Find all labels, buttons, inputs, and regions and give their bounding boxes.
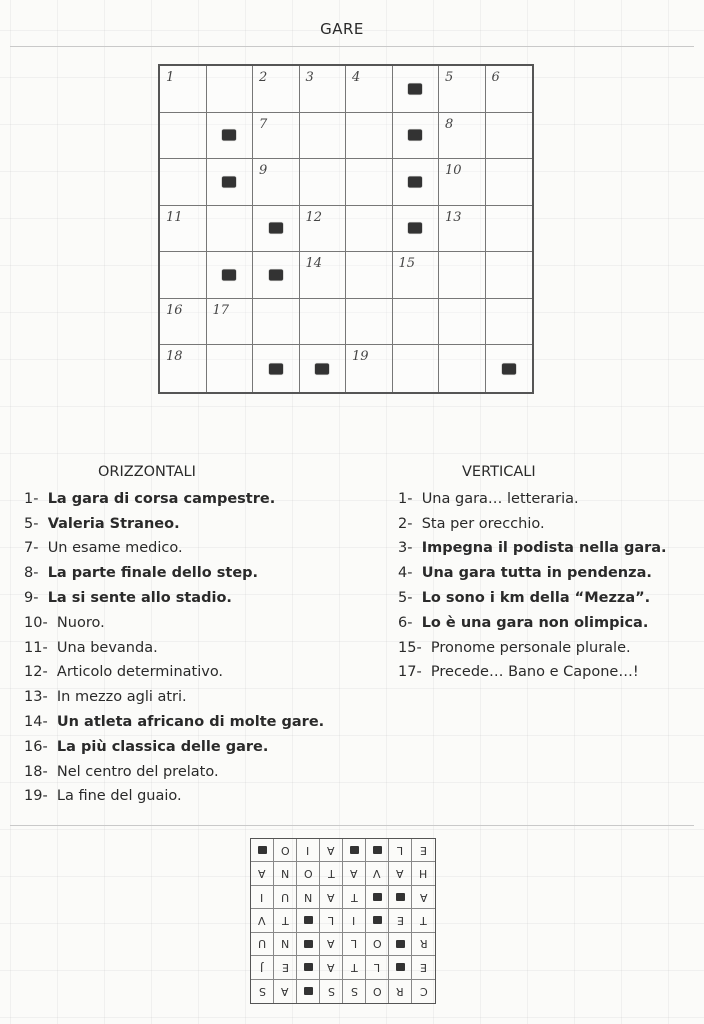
clue-item xyxy=(24,760,384,785)
solution-cell xyxy=(366,909,389,932)
solution-cell xyxy=(366,980,389,1003)
clue-text: Sta per orecchio. xyxy=(421,515,545,532)
solution-letter: I xyxy=(306,843,310,857)
grid-cell[interactable] xyxy=(300,113,347,160)
solution-letter: O xyxy=(372,937,382,951)
clue-item xyxy=(398,586,698,611)
clue-item xyxy=(24,660,384,685)
solution-cell xyxy=(412,839,435,862)
cell-number: 14 xyxy=(305,256,323,272)
grid-cell xyxy=(253,252,300,299)
cell-number: 3 xyxy=(305,70,314,85)
clue-number: 19- xyxy=(24,788,48,805)
solution-cell xyxy=(320,886,343,909)
clue-item xyxy=(24,487,384,512)
solution-letter: R xyxy=(396,984,404,998)
black-square xyxy=(315,363,329,374)
solution-letter: L xyxy=(373,960,381,974)
solution-letter: J xyxy=(260,960,264,974)
clue-text: Pronome personale plurale. xyxy=(430,639,631,656)
solution-letter: C xyxy=(419,984,428,998)
solution-cell xyxy=(366,933,389,956)
solution-cell xyxy=(343,839,366,862)
solution-letter: A xyxy=(350,867,358,881)
solution-black-square xyxy=(396,940,405,948)
solution-cell xyxy=(251,839,274,862)
grid-cell[interactable] xyxy=(346,66,393,113)
solution-letter: A xyxy=(419,890,428,904)
grid-cell[interactable] xyxy=(393,299,440,346)
solution-cell xyxy=(297,933,320,956)
clue-text: Un esame medico. xyxy=(47,540,183,557)
clue-number: 17- xyxy=(398,664,422,681)
solution-letter: N xyxy=(280,867,290,881)
clue-number: 12- xyxy=(24,664,48,681)
solution-black-square xyxy=(373,893,382,901)
solution-cell xyxy=(389,980,412,1003)
solution-cell xyxy=(389,862,412,885)
clue-item xyxy=(398,536,698,561)
solution-cell xyxy=(274,839,297,862)
grid-cell xyxy=(393,113,440,160)
solution-letter: S xyxy=(327,984,335,998)
grid-cell[interactable] xyxy=(346,252,393,299)
clue-item xyxy=(24,685,384,710)
clue-item xyxy=(398,561,698,586)
grid-cell[interactable] xyxy=(439,345,486,392)
solution-letter: R xyxy=(419,937,428,951)
grid-cell[interactable] xyxy=(160,252,207,299)
solution-letter: U xyxy=(257,937,267,951)
cell-number: 16 xyxy=(166,302,183,318)
clue-text: Una gara tutta in pendenza. xyxy=(421,565,652,582)
solution-letter: I xyxy=(260,890,264,904)
clue-number: 9- xyxy=(24,589,39,606)
solution-letter: A xyxy=(396,867,404,881)
solution-cell xyxy=(412,980,435,1003)
solution-cell xyxy=(251,980,274,1003)
grid-cell xyxy=(300,345,347,392)
clue-item xyxy=(24,536,384,561)
solution-cell xyxy=(320,839,343,862)
grid-cell[interactable] xyxy=(439,66,486,113)
clue-item xyxy=(24,561,384,586)
solution-letter: E xyxy=(420,960,427,974)
solution-grid xyxy=(250,838,436,1004)
clue-item xyxy=(24,784,384,809)
solution-cell xyxy=(251,933,274,956)
grid-cell[interactable] xyxy=(346,299,393,346)
solution-letter: T xyxy=(420,913,427,927)
grid-cell[interactable] xyxy=(486,159,533,206)
solution-letter: A xyxy=(258,867,266,881)
clue-number: 11- xyxy=(24,639,48,656)
clue-text: La gara di corsa campestre. xyxy=(47,490,276,507)
clue-text: Precede… Bano e Capone…! xyxy=(430,664,639,681)
cell-number: 7 xyxy=(259,116,268,132)
grid-cell[interactable] xyxy=(300,66,347,113)
cell-number: 18 xyxy=(166,349,183,365)
clue-text: Lo è una gara non olimpica. xyxy=(421,614,649,631)
grid-cell[interactable] xyxy=(160,66,207,113)
black-square xyxy=(222,270,236,281)
solution-cell xyxy=(274,933,297,956)
grid-cell[interactable] xyxy=(207,299,254,346)
grid-cell xyxy=(393,206,440,253)
solution-cell xyxy=(389,909,412,932)
solution-cell xyxy=(274,886,297,909)
grid-cell[interactable] xyxy=(300,252,347,299)
down-clues xyxy=(398,460,698,685)
solution-cell xyxy=(320,980,343,1003)
clue-item xyxy=(24,710,384,735)
clue-item xyxy=(24,512,384,537)
top-divider xyxy=(10,46,694,47)
solution-cell xyxy=(297,909,320,932)
solution-letter: E xyxy=(281,960,289,974)
grid-cell[interactable] xyxy=(439,206,486,253)
grid-cell xyxy=(393,159,440,206)
clue-text: La parte finale dello step. xyxy=(47,565,259,582)
solution-cell xyxy=(412,862,435,885)
clue-number: 1- xyxy=(398,490,413,507)
cell-number: 4 xyxy=(352,70,361,85)
clue-text: La più classica delle gare. xyxy=(56,738,269,755)
grid-cell xyxy=(207,159,254,206)
clue-item xyxy=(24,735,384,760)
solution-cell xyxy=(412,909,435,932)
solution-cell xyxy=(297,956,320,979)
solution-letter: A xyxy=(281,984,289,998)
solution-letter: A xyxy=(327,937,335,951)
cell-number: 12 xyxy=(305,209,323,225)
cell-number: 8 xyxy=(445,116,454,132)
cell-number: 11 xyxy=(166,209,183,225)
solution-black-square xyxy=(373,846,382,854)
solution-black-square xyxy=(304,987,313,995)
grid-cell xyxy=(393,66,440,113)
grid-cell[interactable] xyxy=(393,252,440,299)
grid-cell[interactable] xyxy=(160,299,207,346)
grid-cell[interactable] xyxy=(346,206,393,253)
grid-cell[interactable] xyxy=(160,345,207,392)
solution-black-square xyxy=(304,916,313,924)
grid-cell[interactable] xyxy=(253,113,300,160)
grid-cell[interactable] xyxy=(160,113,207,160)
solution-cell xyxy=(343,909,366,932)
solution-cell xyxy=(274,956,297,979)
solution-cell xyxy=(251,956,274,979)
grid-cell xyxy=(253,206,300,253)
solution-letter: I xyxy=(352,913,356,927)
solution-cell xyxy=(343,886,366,909)
grid-cell[interactable] xyxy=(439,159,486,206)
grid-cell xyxy=(486,345,533,392)
clue-item xyxy=(398,611,698,636)
solution-cell xyxy=(297,862,320,885)
down-clue-list xyxy=(398,487,698,685)
solution-letter: T xyxy=(350,890,358,904)
solution-letter: N xyxy=(280,937,290,951)
solution-letter: U xyxy=(280,890,290,904)
cell-number: 5 xyxy=(445,70,454,85)
solution-cell xyxy=(412,886,435,909)
cell-number: 10 xyxy=(445,163,462,179)
clue-item xyxy=(24,636,384,661)
solution-letter: O xyxy=(372,984,382,998)
solution-cell xyxy=(366,839,389,862)
solution-cell xyxy=(320,933,343,956)
cell-number: 17 xyxy=(212,302,230,318)
across-clues xyxy=(24,460,384,809)
solution-cell xyxy=(343,956,366,979)
clue-text: Nuoro. xyxy=(56,614,105,631)
grid-cell xyxy=(253,345,300,392)
clue-number: 5- xyxy=(24,515,39,532)
clue-text: La si sente allo stadio. xyxy=(47,589,232,606)
solution-cell xyxy=(297,980,320,1003)
grid-cell[interactable] xyxy=(346,159,393,206)
solution-cell xyxy=(251,862,274,885)
black-square xyxy=(222,176,236,187)
clue-number: 6- xyxy=(398,614,413,631)
solution-cell xyxy=(320,909,343,932)
crossword-grid xyxy=(158,64,534,394)
grid-cell[interactable] xyxy=(160,159,207,206)
solution-black-square xyxy=(396,893,405,901)
black-square xyxy=(222,130,236,141)
solution-letter: L xyxy=(396,843,404,857)
black-square xyxy=(269,363,283,374)
clue-number: 14- xyxy=(24,713,48,730)
grid-cell[interactable] xyxy=(300,299,347,346)
solution-black-square xyxy=(304,963,313,971)
clue-number: 8- xyxy=(24,565,39,582)
grid-cell[interactable] xyxy=(253,66,300,113)
grid-cell[interactable] xyxy=(253,159,300,206)
grid-cell[interactable] xyxy=(486,66,533,113)
across-heading: ORIZZONTALI xyxy=(98,464,196,480)
solution-letter: O xyxy=(303,867,313,881)
solution-letter: L xyxy=(327,913,335,927)
clue-text: Impegna il podista nella gara. xyxy=(421,540,667,557)
solution-letter: A xyxy=(327,843,335,857)
solution-cell xyxy=(343,980,366,1003)
solution-cell xyxy=(251,886,274,909)
grid-cell[interactable] xyxy=(393,345,440,392)
grid-cell[interactable] xyxy=(253,299,300,346)
solution-letter: V xyxy=(258,913,266,927)
solution-cell xyxy=(366,862,389,885)
clue-item xyxy=(24,586,384,611)
solution-letter: O xyxy=(280,843,290,857)
solution-cell xyxy=(297,839,320,862)
solution-letter: H xyxy=(419,867,428,881)
clue-number: 10- xyxy=(24,614,48,631)
clue-text: Valeria Straneo. xyxy=(47,515,180,532)
cell-number: 1 xyxy=(166,70,175,85)
solution-cell xyxy=(366,886,389,909)
solution-cell xyxy=(274,862,297,885)
grid-cell[interactable] xyxy=(300,206,347,253)
solution-cell xyxy=(389,886,412,909)
grid-cell[interactable] xyxy=(346,113,393,160)
cell-number: 15 xyxy=(398,256,416,272)
page-title: GARE xyxy=(320,20,364,38)
clue-number: 3- xyxy=(398,540,413,557)
clue-number: 15- xyxy=(398,639,422,656)
solution-cell xyxy=(343,933,366,956)
clue-text: Lo sono i km della “Mezza”. xyxy=(421,589,651,606)
clue-text: Articolo determinativo. xyxy=(56,664,224,681)
grid-cell[interactable] xyxy=(486,206,533,253)
solution-black-square xyxy=(396,963,405,971)
clue-item xyxy=(24,611,384,636)
clue-number: 5- xyxy=(398,589,413,606)
solution-cell xyxy=(320,956,343,979)
grid-cell[interactable] xyxy=(439,113,486,160)
solution-letter: E xyxy=(396,913,404,927)
grid-cell[interactable] xyxy=(439,299,486,346)
clue-item xyxy=(398,660,698,685)
solution-letter: V xyxy=(373,867,381,881)
clue-number: 13- xyxy=(24,689,48,706)
solution-cell xyxy=(274,980,297,1003)
solution-letter: T xyxy=(350,960,358,974)
clue-item xyxy=(398,512,698,537)
grid-cell[interactable] xyxy=(160,206,207,253)
solution-letter: A xyxy=(327,960,335,974)
black-square xyxy=(408,176,422,187)
black-square xyxy=(408,130,422,141)
solution-cell xyxy=(343,862,366,885)
black-square xyxy=(408,223,422,234)
solution-cell xyxy=(389,933,412,956)
solution-letter: T xyxy=(281,913,289,927)
grid-cell[interactable] xyxy=(486,252,533,299)
clue-item xyxy=(398,636,698,661)
solution-black-square xyxy=(350,846,359,854)
solution-letter: E xyxy=(420,843,427,857)
clue-number: 1- xyxy=(24,490,39,507)
clue-text: Una bevanda. xyxy=(56,639,158,656)
grid-cell[interactable] xyxy=(207,66,254,113)
clue-number: 16- xyxy=(24,738,48,755)
black-square xyxy=(502,363,516,374)
cell-number: 19 xyxy=(352,349,369,365)
grid-cell xyxy=(207,113,254,160)
solution-cell xyxy=(366,956,389,979)
grid-cell xyxy=(207,252,254,299)
black-square xyxy=(408,83,422,94)
cell-number: 2 xyxy=(259,70,268,85)
solution-divider xyxy=(10,825,694,826)
grid-cell[interactable] xyxy=(207,206,254,253)
solution-letter: S xyxy=(258,984,266,998)
clue-item xyxy=(398,487,698,512)
down-heading: VERTICALI xyxy=(462,464,536,480)
solution-cell xyxy=(389,839,412,862)
solution-black-square xyxy=(304,940,313,948)
clue-text: In mezzo agli atri. xyxy=(56,689,187,706)
solution-letter: T xyxy=(327,867,335,881)
grid-cell[interactable] xyxy=(207,345,254,392)
solution-cell xyxy=(274,909,297,932)
solution-cell xyxy=(412,933,435,956)
clue-number: 2- xyxy=(398,515,413,532)
clue-text: Nel centro del prelato. xyxy=(56,763,219,780)
clue-text: Un atleta africano di molte gare. xyxy=(56,713,325,730)
clue-number: 7- xyxy=(24,540,39,557)
grid-cell[interactable] xyxy=(300,159,347,206)
grid-cell[interactable] xyxy=(486,113,533,160)
solution-letter: S xyxy=(350,984,358,998)
solution-letter: N xyxy=(303,890,313,904)
grid-cell[interactable] xyxy=(486,299,533,346)
across-clue-list xyxy=(24,487,384,809)
solution-cell xyxy=(389,956,412,979)
solution-black-square xyxy=(258,846,267,854)
clue-number: 18- xyxy=(24,763,48,780)
solution-cell xyxy=(251,909,274,932)
grid-cell[interactable] xyxy=(439,252,486,299)
solution-letter: A xyxy=(327,890,335,904)
black-square xyxy=(269,270,283,281)
cell-number: 13 xyxy=(445,209,462,225)
clue-text: La fine del guaio. xyxy=(56,788,182,805)
grid-cell[interactable] xyxy=(346,345,393,392)
solution-cell xyxy=(320,862,343,885)
solution-letter: L xyxy=(350,937,358,951)
cell-number: 9 xyxy=(259,163,268,179)
solution-cell xyxy=(412,956,435,979)
clue-text: Una gara… letteraria. xyxy=(421,490,579,507)
solution-cell xyxy=(297,886,320,909)
solution-black-square xyxy=(373,916,382,924)
black-square xyxy=(269,223,283,234)
clue-number: 4- xyxy=(398,565,413,582)
cell-number: 6 xyxy=(491,70,500,85)
